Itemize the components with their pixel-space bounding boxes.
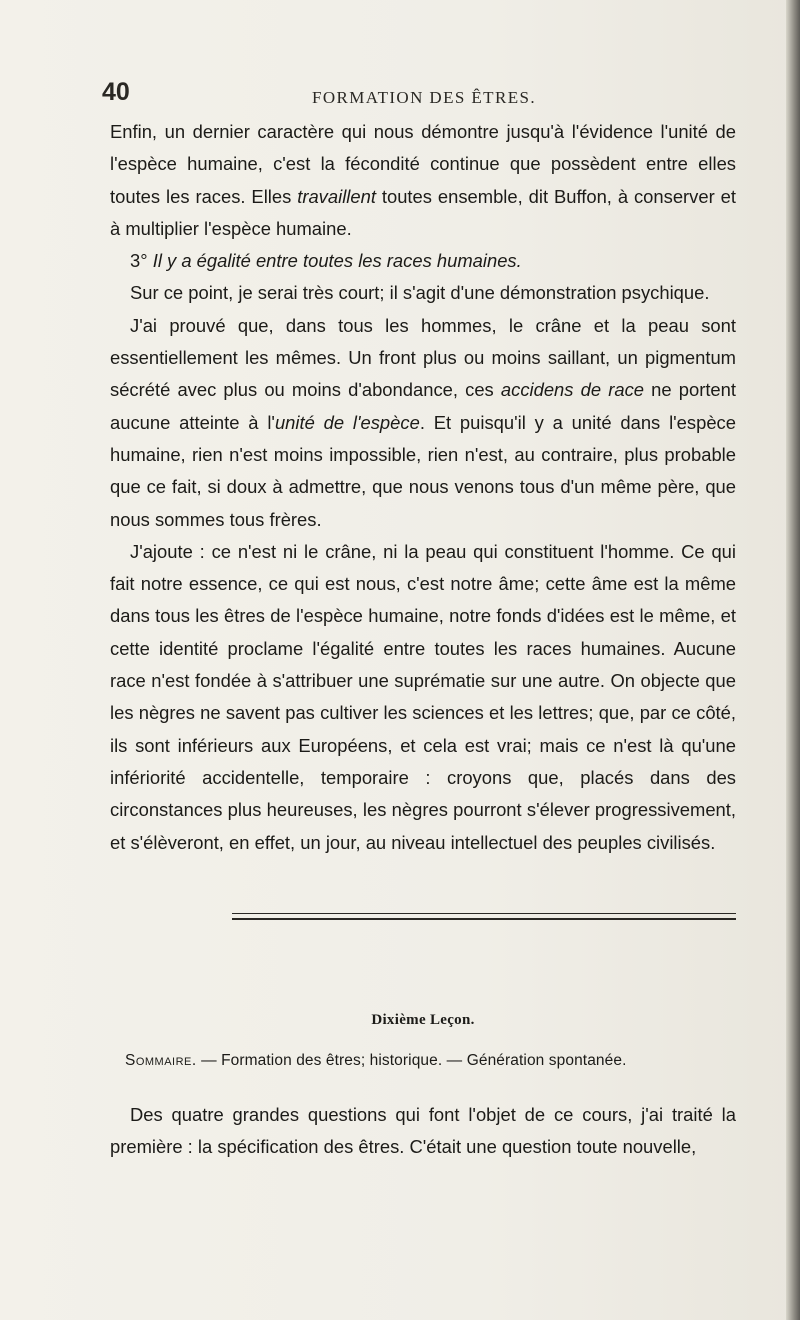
italic-travaillent: travaillent [297, 185, 376, 207]
paragraph-fecondite: Enfin, un dernier caractère qui nous démontre jusqu'à l'évidence l'unité de l'espèce humaine, c'est la fécondité continue que possèdent entre elles toutes les races. Elles travaillent toutes ensemble, dit Buffon, à conserver et à multiplier l'espèce humaine. [110, 121, 736, 239]
lesson-title: Dixième Leçon. [371, 1012, 475, 1028]
page-edge-shadow [786, 0, 800, 1320]
running-head: FORMATION DES ÊTRES. [312, 88, 536, 107]
paragraph-ame: J'ajoute : ce n'est ni le crâne, ni la peau qui constituent l'homme. Ce qui fait notre essence, ce qui est nous, c'est notre âme; cette âme est la même dans tous les êtres de l'espèce humaine, notre fonds d'idées est le même, et cette identité proclame l'égalité entre toutes les races humaines. Aucune race n'est fondée à s'attribuer une suprématie sur une autre. On objecte que les nègres ne savent pas cultiver les sciences et les lettres; que, par ce côté, ils sont inférieurs aux Européens, et cela est vrai; mais ce n'est là qu'une infériorité accidentelle, temporaire : croyons que, placés dans des circonstances plus heureuses, les nègres pourront s'élever progressivement, et s'élèveront, en effet, un jour, au niveau intellectuel des peuples civilisés. [110, 540, 736, 853]
paragraph-demonstration: Sur ce point, je serai très court; il s'agit d'une démonstration psychique. [130, 282, 710, 304]
page-header [102, 78, 720, 112]
divider-thick-line [232, 918, 736, 920]
lesson-text [110, 1099, 736, 1163]
divider-thin-line [232, 913, 736, 914]
section-heading-egalite: 3° Il y a égalité entre toutes les races humaines. [130, 250, 522, 272]
main-text [110, 116, 736, 859]
page-number: 40 [102, 78, 130, 106]
summary-label: Sommaire. [125, 1052, 197, 1069]
section-divider [232, 913, 736, 920]
paragraph-crane-peau: J'ai prouvé que, dans tous les hommes, le crâne et la peau sont essentiellement les mêmes. Un front plus ou moins saillant, un pigmentum sécrété avec plus ou moins d'abondance, ces accidens de race ne portent aucune atteinte à l'unité de l'espèce. Et puisqu'il y a unité dans l'espèce humaine, rien n'est moins impossible, rien n'est, au contraire, plus probable que ce fait, si doux à admettre, que nous venons tous d'un même père, que nous sommes tous frères. [110, 314, 736, 530]
lesson-summary [125, 1052, 745, 1070]
summary-text: — Formation des êtres; historique. — Génération spontanée. [196, 1052, 627, 1069]
paragraph-quatre-questions: Des quatre grandes questions qui font l'objet de ce cours, j'ai traité la première : la spécification des êtres. C'était une question toute nouvelle, [110, 1104, 736, 1157]
